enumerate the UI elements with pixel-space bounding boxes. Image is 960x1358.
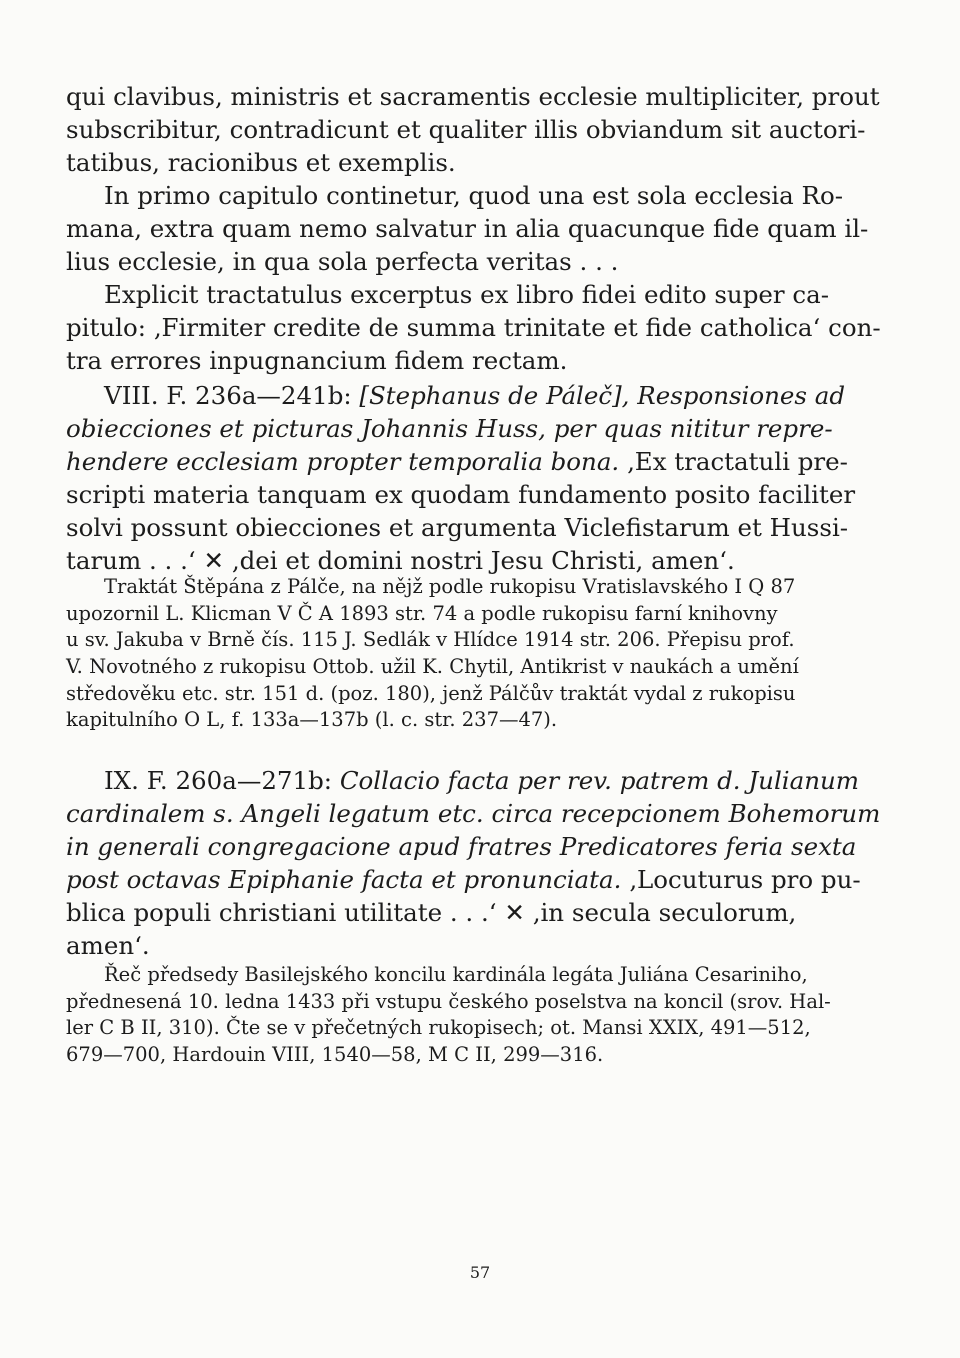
- text-line: blica populi christiani utilitate . . .‘ ✕ ‚in secula seculorum,: [66, 898, 797, 927]
- incipit: ‚Locuturus pro pu-: [621, 865, 861, 894]
- section-title: post octavas Epiphanie facta et pronunciata.: [66, 865, 622, 894]
- incipit: ‚Ex tractatuli pre-: [619, 447, 848, 476]
- note-line: 679—700, Hardouin VIII, 1540—58, M C II, 299—316.: [66, 1043, 604, 1067]
- text-line: solvi possunt obiecciones et argumenta Viclefistarum et Hussi-: [66, 513, 849, 542]
- text-line: tatibus, racionibus et exemplis.: [66, 148, 456, 177]
- text-line: pitulo: ‚Firmiter credite de summa trinitate et fide catholica‘ con-: [66, 313, 881, 342]
- text-line: subscribitur, contradicunt et qualiter illis obviandum sit auctori-: [66, 115, 866, 144]
- text-line: lius ecclesie, in qua sola perfecta veritas . . .: [66, 247, 619, 276]
- section-title: [Stephanus de Páleč], Responsiones ad: [359, 381, 846, 410]
- text-line: Explicit tractatulus excerptus ex libro fidei edito super ca-: [104, 280, 829, 309]
- note-ix: [66, 962, 892, 1069]
- text-line: qui clavibus, ministris et sacramentis ecclesie multipliciter, prout: [66, 82, 880, 111]
- section-ix: [66, 764, 892, 962]
- text-line: [66, 445, 892, 478]
- section-title: obiecciones et picturas Johannis Huss, per quas nititur repre-: [66, 414, 833, 443]
- folio-reference: IX. F. 260a—271b:: [104, 766, 340, 795]
- note-line: Traktát Štěpána z Pálče, na nějž podle rukopisu Vratislavského I Q 87: [104, 575, 796, 598]
- text-line: [66, 863, 892, 896]
- section-heading: [66, 379, 892, 412]
- note-line: Řeč předsedy Basilejského koncilu kardinála legáta Juliána Cesariniho,: [104, 963, 808, 986]
- text-line: mana, extra quam nemo salvatur in alia quacunque fide quam il-: [66, 214, 869, 243]
- note-line: kapitulního O L, f. 133a—137b (l. c. str. 237—47).: [66, 708, 558, 732]
- section-title: cardinalem s. Angeli legatum etc. circa recepcionem Bohemorum: [66, 799, 881, 828]
- section-title: Collacio facta per rev. patrem d. Julianum: [339, 766, 860, 795]
- text-line: amen‘.: [66, 931, 150, 960]
- note-line: ler C B II, 310). Čte se v přečetných rukopisech; ot. Mansi XXIX, 491—512,: [66, 1016, 811, 1040]
- section-title: in generali congregacione apud fratres Predicatores feria sexta: [66, 832, 857, 861]
- note-line: upozornil L. Klicman V Č A 1893 str. 74 a podle rukopisu farní knihovny: [66, 601, 778, 625]
- text-line: scripti materia tanquam ex quodam fundamento posito faciliter: [66, 480, 856, 509]
- text-line: [66, 797, 892, 830]
- section-title: hendere ecclesiam propter temporalia bona.: [66, 447, 620, 476]
- section-viii: [66, 379, 892, 577]
- intro-text: [66, 80, 892, 377]
- text-line: tra errores inpugnancium fidem rectam.: [66, 346, 568, 375]
- note-line: středověku etc. str. 151 d. (poz. 180), jenž Pálčův traktát vydal z rukopisu: [66, 681, 796, 705]
- note-line: V. Novotného z rukopisu Ottob. užil K. Chytil, Antikrist v naukách a umění: [66, 655, 799, 679]
- note-viii: [66, 574, 892, 734]
- text-line: In primo capitulo continetur, quod una est sola ecclesia Ro-: [104, 181, 843, 210]
- note-line: u sv. Jakuba v Brně čís. 115 J. Sedlák v Hlídce 1914 str. 206. Přepisu prof.: [66, 628, 795, 652]
- section-heading: [66, 764, 892, 797]
- text-line: [66, 412, 892, 445]
- page-number: 57: [469, 1263, 491, 1282]
- text-line: [66, 830, 892, 863]
- text-line: tarum . . .‘ ✕ ‚dei et domini nostri Jesu Christi, amen‘.: [66, 546, 735, 575]
- note-line: přednesená 10. ledna 1433 při vstupu českého poselstva na koncil (srov. Hal-: [66, 989, 831, 1013]
- folio-reference: VIII. F. 236a—241b:: [104, 381, 360, 410]
